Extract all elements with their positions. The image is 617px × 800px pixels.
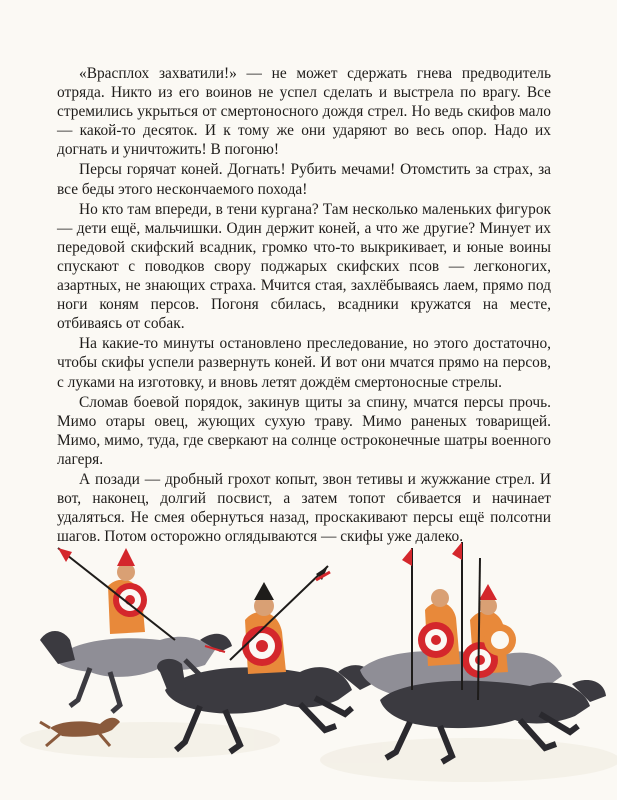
paragraph: Но кто там впереди, в тени кургана? Там несколько маленьких фигурок — дети ещё, мальчишки. Один держит коней, а что же другие? Минует их передовой скифский всадник, громко что-то выкрикивает, и юные воины спускают с поводков свору поджарых скифских псов — легконогих, азартных, не знающих страха. Мчится стая, захлёбываясь лаем, прямо под ноги коням персов. Погоня сбилась, всадники кружатся на месте, отбиваясь от собак. (57, 200, 551, 333)
scythian-riders-illustration (0, 528, 617, 800)
rider-group-right (360, 542, 606, 762)
paragraph: Сломав боевой порядок, закинув щиты за спину, мчатся персы прочь. Мимо отары овец, жующих сухую траву. Мимо раненых товарищей. Мимо, мимо, туда, где сверкают на солнце остроконечные шатры военного лагеря. (57, 393, 551, 468)
paragraph: «Врасплох захватили!» — не может сдержать гнева предводитель отряда. Никто из его воинов не успел сделать и выстрела по врагу. Все стремились укрыться от смертоносного дождя стрел. Но ведь скифов мало — какой-то десяток. И к тому же они ударяют во весь опор. Надо их догнать и уничтожить! В погоню! (57, 65, 551, 159)
paragraph: Персы горячат коней. Догнать! Рубить мечами! Отомстить за страх, за все беды этого нескончаемого похода! (57, 161, 551, 198)
paragraph: А позади — дробный грохот копыт, звон тетивы и жужжание стрел. И вот, наконец, долгий посвист, а затем топот сбивается и начинает удаляться. Не смея обернуться назад, проскакивают персы ещё полсотни шагов. Потом осторожно оглядываются — скифы уже далеко. (57, 470, 551, 546)
story-text (57, 64, 551, 547)
paragraph: На какие-то минуты остановлено преследование, но этого достаточно, чтобы скифы успели развернуть коней. И вот они мчатся прямо на персов, с луками на изготовку, и вновь летят дождём смертоносные стрелы. (57, 335, 551, 391)
